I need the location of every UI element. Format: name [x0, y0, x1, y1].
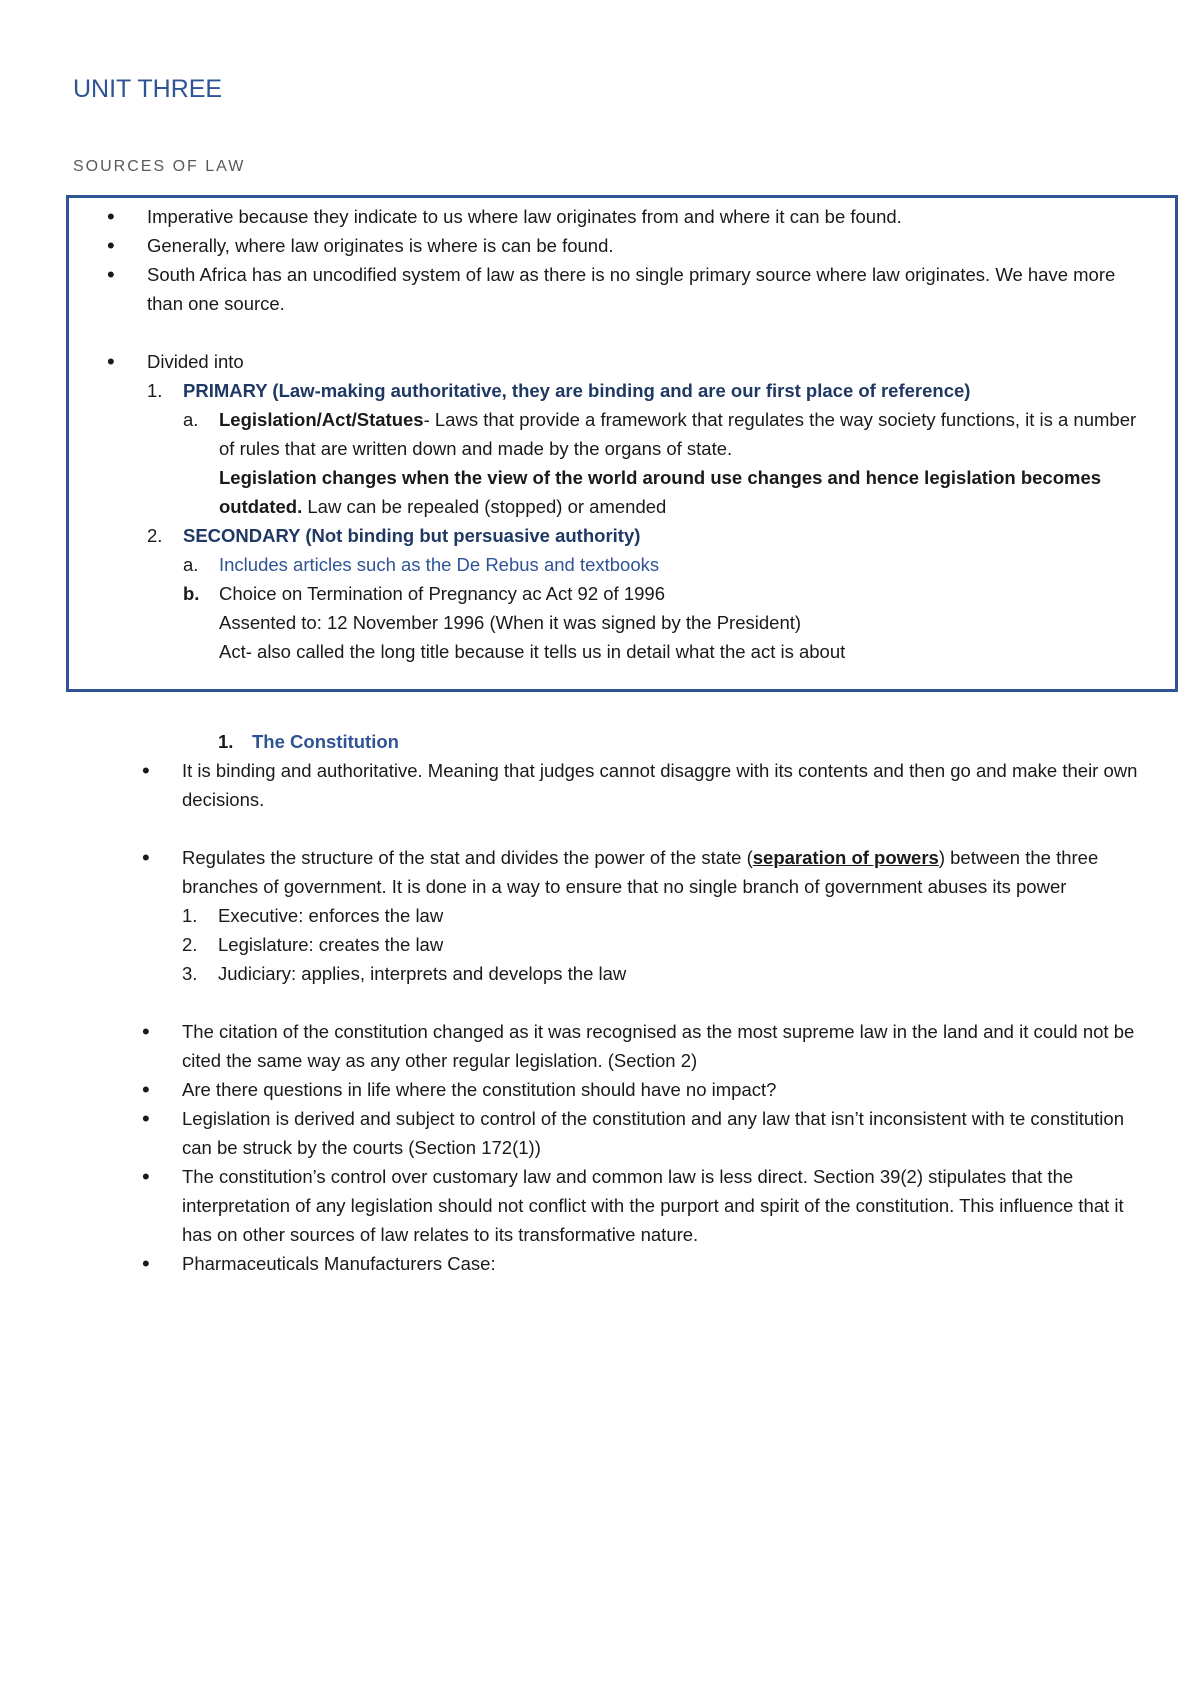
spacer	[69, 318, 1155, 347]
list-item: • The citation of the constitution changed as it was recognised as the most supreme law in the land and it could not be cited the same way as any other regular legislation. (Section 2)	[102, 1017, 1142, 1075]
constitution-heading	[102, 727, 1142, 756]
summary-content	[69, 202, 1155, 666]
legislation-definition: - Laws that provide a framework that regulates the way society functions, it is a number of rules that are written down and made by the organs of state.	[219, 409, 1137, 459]
branches-list	[102, 901, 1142, 988]
list-marker: 1.	[182, 905, 198, 926]
branch-item	[102, 930, 1142, 959]
primary-label: PRIMARY (Law-making authoritative, they are binding and are our first place of reference)	[183, 380, 971, 401]
articles-text: Includes articles such as the De Rebus and textbooks	[219, 554, 660, 575]
section-subtitle: SOURCES OF LAW	[73, 158, 246, 175]
list-marker: 3.	[182, 963, 198, 984]
list-marker: b.	[183, 583, 200, 604]
powers-text-after: ) between the three branches of government. It is done in a way to ensure that no single branch of government abuses its power	[182, 847, 1099, 897]
legislation-change-note: Legislation changes when the view of the world around use changes and hence legislation becomes outdated.	[219, 467, 1102, 517]
separation-of-powers-item	[102, 843, 1142, 901]
list-item: • It is binding and authoritative. Meaning that judges cannot disaggre with its contents and then go and make their own decisions.	[102, 756, 1142, 814]
articles-item	[69, 550, 1155, 579]
separation-of-powers-term: separation of powers	[752, 847, 939, 868]
list-item: • Pharmaceuticals Manufacturers Case:	[102, 1249, 1142, 1278]
legislation-term: Legislation/Act/Statues	[219, 409, 424, 430]
list-item: • South Africa has an uncodified system of law as there is no single primary source where law originates. We have more than one source.	[69, 260, 1155, 318]
list-item: • Divided into	[69, 347, 1155, 376]
legislation-repeal-note: Law can be repealed (stopped) or amended	[302, 496, 667, 517]
list-marker: 2.	[147, 525, 163, 546]
constitution-list-1	[102, 756, 1142, 814]
secondary-source-item	[69, 521, 1155, 666]
constitution-section	[102, 727, 1142, 1278]
list-marker: 1.	[218, 731, 234, 752]
spacer	[102, 988, 1142, 1017]
sources-summary-box	[66, 195, 1178, 692]
assented-date: Assented to: 12 November 1996 (When it was signed by the President)	[219, 612, 802, 633]
spacer	[102, 814, 1142, 843]
list-item: • Legislation is derived and subject to control of the constitution and any law that isn’t inconsistent with te constitution can be struck by the courts (Section 172(1))	[102, 1104, 1142, 1162]
branch-text: Executive: enforces the law	[218, 905, 444, 926]
secondary-label: SECONDARY (Not binding but persuasive authority)	[183, 525, 641, 546]
list-marker: a.	[183, 554, 199, 575]
list-item: • Imperative because they indicate to us where law originates from and where it can be found.	[69, 202, 1155, 231]
act-title: Choice on Termination of Pregnancy ac Act 92 of 1996	[219, 583, 665, 604]
constitution-list-3	[102, 1017, 1142, 1278]
primary-sublist	[69, 405, 1155, 521]
source-types-list	[69, 376, 1155, 666]
intro-list	[69, 202, 1155, 318]
act-item	[69, 579, 1155, 666]
list-marker: 1.	[147, 380, 163, 401]
legislation-item	[69, 405, 1155, 521]
list-item: • Generally, where law originates is where is can be found.	[69, 231, 1155, 260]
divided-list	[69, 347, 1155, 376]
constitution-title: The Constitution	[252, 731, 399, 752]
branch-item	[102, 901, 1142, 930]
branch-text: Judiciary: applies, interprets and develops the law	[218, 963, 627, 984]
list-item: • The constitution’s control over customary law and common law is less direct. Section 39(2) stipulates that the interpretation of any legislation should not conflict with the purport and spirit of the constitution. This influence that it has on other sources of law relates to its transformative nature.	[102, 1162, 1142, 1249]
page-title: UNIT THREE	[73, 75, 223, 103]
list-marker: a.	[183, 409, 199, 430]
list-item: • Are there questions in life where the constitution should have no impact?	[102, 1075, 1142, 1104]
list-marker: 2.	[182, 934, 198, 955]
long-title-note: Act- also called the long title because it tells us in detail what the act is about	[219, 641, 846, 662]
constitution-list-2	[102, 843, 1142, 901]
secondary-sublist	[69, 550, 1155, 666]
branch-text: Legislature: creates the law	[218, 934, 444, 955]
primary-source-item	[69, 376, 1155, 521]
branch-item	[102, 959, 1142, 988]
powers-text-before: Regulates the structure of the stat and divides the power of the state (	[182, 847, 753, 868]
